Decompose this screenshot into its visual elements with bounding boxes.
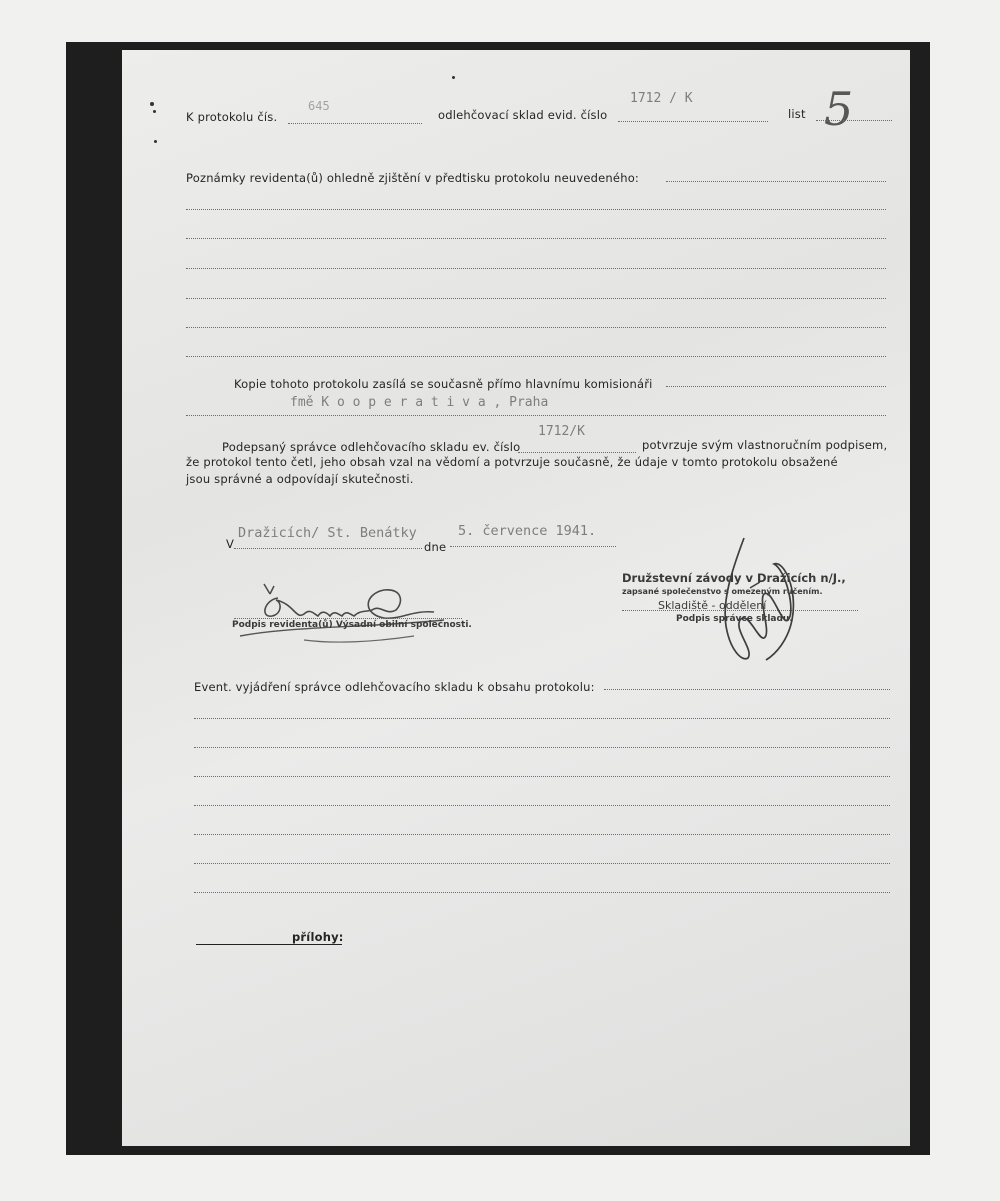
copy-line	[666, 386, 886, 387]
protocol-number-value: 645	[308, 99, 330, 113]
copy-label: Kopie tohoto protokolu zasílá se současně přímo hlavnímu komisionáři	[234, 377, 653, 391]
inspector-signature-caption: Podpis revidenta(ů) Výsadní obilní společnosti.	[232, 620, 472, 630]
sheet-label: list	[788, 107, 806, 121]
notes-line	[186, 209, 886, 210]
notes-line	[186, 238, 886, 239]
statement-label: Event. vyjádření správce odlehčovacího skladu k obsahu protokolu:	[194, 680, 595, 694]
stamp-company-name: Družstevní závody v Dražicích n/J.,	[622, 571, 846, 585]
protocol-number-line	[288, 123, 422, 124]
inspector-signature-line	[234, 618, 462, 619]
manager-signature	[714, 530, 824, 670]
attachments-label: přílohy:	[292, 930, 344, 944]
copy-recipient-line	[186, 415, 886, 416]
inspector-signature	[234, 574, 474, 644]
stamp-company-type: zapsané společenstvo s omezeným ručením.	[622, 587, 823, 596]
stamp-warehouse-department: Skladiště - oddělení	[658, 599, 767, 612]
statement-line	[194, 747, 890, 748]
confirmation-line2: že protokol tento četl, jeho obsah vzal na vědomí a potvrzuje současně, že údaje v tomto protokolu obsažené	[186, 455, 838, 469]
statement-line	[604, 689, 890, 690]
speck	[153, 110, 156, 113]
statement-line	[194, 834, 890, 835]
notes-line	[666, 181, 886, 182]
protocol-sheet	[122, 50, 910, 1146]
confirmation-number-line	[518, 452, 636, 453]
attachments-line	[196, 944, 342, 945]
place-line	[234, 548, 422, 549]
statement-line	[194, 863, 890, 864]
statement-line	[194, 805, 890, 806]
statement-line	[194, 776, 890, 777]
place-v-label: V	[226, 537, 235, 551]
notes-line	[186, 327, 886, 328]
sheet-number-line	[816, 120, 892, 121]
copy-recipient: fmě K o o p e r a t i v a , Praha	[290, 395, 549, 410]
sheet-number-handwritten: 5	[824, 82, 854, 136]
notes-line	[186, 356, 886, 357]
confirmation-line1-end: potvrzuje svým vlastnoručním podpisem,	[642, 438, 888, 452]
date-value: 5. července 1941.	[458, 523, 597, 539]
confirmation-warehouse-number: 1712/K	[538, 424, 585, 439]
confirmation-line3: jsou správné a odpovídají skutečnosti.	[186, 472, 414, 486]
manager-signature-caption: Podpis správce skladu.	[676, 614, 793, 624]
speck	[150, 102, 154, 106]
notes-label: Poznámky revidenta(ů) ohledně zjištění v předtisku protokolu neuvedeného:	[186, 171, 639, 185]
speck	[154, 140, 157, 143]
confirmation-line1-start: Podepsaný správce odlehčovacího skladu ev. číslo	[222, 440, 521, 454]
protocol-number-label: K protokolu čís.	[186, 110, 278, 124]
statement-line	[194, 892, 890, 893]
notes-line	[186, 268, 886, 269]
date-line	[450, 546, 616, 547]
warehouse-number-line	[618, 121, 768, 122]
warehouse-number-value: 1712 / K	[630, 91, 693, 106]
speck	[452, 76, 455, 79]
date-dne-label: dne	[424, 540, 447, 554]
place-value: Dražicích/ St. Benátky	[238, 525, 417, 541]
notes-line	[186, 298, 886, 299]
statement-line	[194, 718, 890, 719]
warehouse-number-label: odlehčovací sklad evid. číslo	[438, 108, 608, 122]
